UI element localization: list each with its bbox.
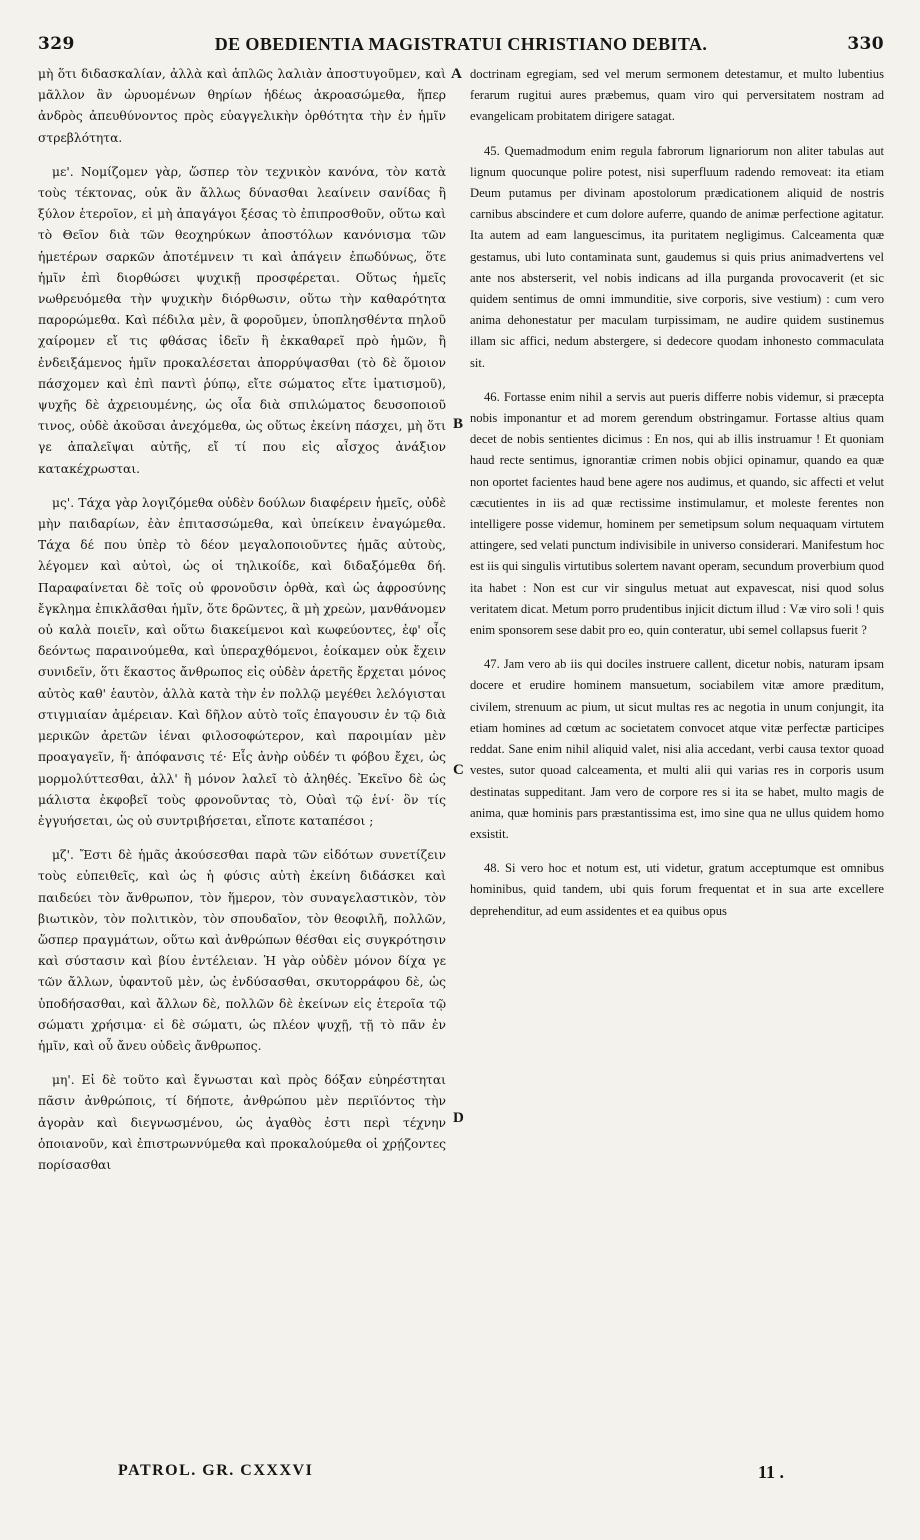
footer-sheet-number: 11 . <box>758 1462 785 1482</box>
greek-paragraph-46: μς'. Τάχα γὰρ λογιζόμεθα οὐδὲν δούλων διαφέρειν ἡμεῖς, οὐδὲ μὴν παιδαρίων, ἐὰν ἐπιτασσώμεθα, καὶ ὑπείκειν ἐναγώμεθα. Τάχα δέ που ὑπὲρ τὸ δέον μεγαλοποιοῦντες ἡμᾶς αὐτοὺς, λέγομεν καὶ αὐτοὶ, ὡς οἱ τηλικοίδε, καὶ διδαξόμεθα δή. Παραφαίνεται δὲ τοῖς οὐ φρονοῦσιν ὀρθὰ, καὶ ὡς ἀφροσύνης ἔγκλημα ἐπικλᾶσθαι ἡμῖν, ὅτε δρῶντες, ἃ μὴ χρεὼν, μανθάνομεν οὐ καλὰ ποιεῖν, καὶ οὕτω διακείμενοι καὶ κωφεύοντες, ἐφ' οἷς δεόντως παραινούμεθα, καὶ ὑπεραχθόμενοι, ἐοίκαμεν οὐκ ἔχειν συνιδεῖν, ὅτι ἕκαστος ἄνθρωπος εἰς οὐδὲν ἀρετῆς ἔρχεται μόνος αὐτὸς καθ' ἑαυτὸν, ἀλλὰ κατὰ τὴν ἐν πολλῷ μεγέθει λελόγισται στιγμιαίαν ἀμέρειαν. Καὶ δῆλον αὐτὸ τοῖς ἐπαγουσιν ἐν τῷ διὰ μερικῶν ἀρετῶν ἰέναι φιλοσοφώτερον, καὶ παροιμίαν μὲν προαγαγεῖν, ἥ· ἀπόφανσις τέ· Εἷς ἀνὴρ οὐδέν τι φόβου ἔχει, ὡς μορμολύττεσθαι, ἀλλ' ἢ μόνον λαλεῖ τὸ ἀληθές. Ἐκεῖνο δὲ ὡς μάλιστα ἐκφοβεῖ τοὺς φρονοῦντας τὸ, Οὐαὶ τῷ ἑνί· ὃν τίς ἐγγυήσεται, ὡς οὐ συντριβήσεται, εἴποτε καταπέσοι ; <box>38 495 446 828</box>
page-number-left: 329 <box>38 34 75 54</box>
margin-letter-a: A <box>451 66 462 82</box>
greek-paragraph-48: μη'. Εἰ δὲ τοῦτο καὶ ἔγνωσται καὶ πρὸς δόξαν εὐηρέστηται πᾶσιν ἀνθρώποις, τί δήποτε, ἀνθρώπου μὲν περιϊόντος τὴν ἀγορὰν καὶ διεγνωσμένου, ὡς ἀγαθὸς ἐστι περὶ τέχνην ὁποιανοῦν, καὶ ἐπιστρωννύμεθα καὶ προκαλούμεθα οἱ χρῄζοντες πορίσασθαι <box>38 1073 446 1172</box>
footer-signature: PATROL. GR. CXXXVI <box>118 1462 314 1479</box>
greek-paragraph-45: με'. Νομίζομεν γὰρ, ὥσπερ τὸν τεχνικὸν κανόνα, τὸν κατὰ τοὺς τέκτονας, οὐκ ἂν ἄλλως δύνασθαι λεαίνειν σανίδας ἢ ξύλον ἑτεροῖον, εἰ μὴ ἀπαγάγοι ξέσας τὸ ἐπιπροσθοῦν, οὕτω καὶ τὸ Θεῖον διὰ τῶν θεοχηρύκων ἀποστόλων κανόνισμα τῶν ἡμετέρων σαρκῶν ἀποτέμνειν τι καὶ ἀπάγειν ἐπωδύνως, ὅτε ἡμῖν ἐπὶ διορθώσει ψυχικῇ προσφέρεται. Οὕτως ἡμεῖς νωθρευόμεθα τὴν ψυχικὴν διόρθωσιν, οὕτω τὴν καθαρότητα παρορώμεθα. Καὶ πέδιλα μὲν, ἃ φοροῦμεν, ὑποπλησθέντα πηλοῦ χαίρομεν εἴ τις φθάσας ἰδεῖν ἢ ἐκκαθαρεῖ πρὸ ἡμῶν, ἢ ἐνδειξάμενος ἡμῖν προκαλέσεται ἀπορρύψασθαι (τὸ δὲ ὅμοιον πάσχομεν καὶ ἐπὶ παντὶ ῥύπῳ, εἴτε σώματος εἴτε ἱματισμοῦ), ψυχῆς δὲ ἀχρειουμένης, ὡς οἷα διὰ σπιλώματος δευσοποιοῦ τινος, οὐδὲ ἀκοῦσαι ἀνεχόμεθα, ὡς οὕτως ἐκείνη πάσχει, μὴ ὅτι γε ἀπαλεῖψαι αὐτῆς, εἴ τί που εἰς αἶσχος ἀνάξιον κατακέχρωσται. <box>38 164 446 476</box>
page-number-right: 330 <box>847 34 884 54</box>
page-header <box>38 34 884 56</box>
latin-paragraph-0: doctrinam egregiam, sed vel merum sermonem detestamur, et multo lubentius ferarum rugitui aures præbemus, quam viro qui perversitatem nostram ad evangelicam probitatem dirigere satagat. <box>470 67 884 124</box>
latin-paragraph-46: 46. Fortasse enim nihil a servis aut pueris differre nobis videmur, si præcepta nobis imponantur et ad morem gerendum obstringamur. Fortasse altius quam decet de nobis sentientes dicimus : En nos, qui ab illis instruamur ! Et quoniam haud recte sentimus, ignorantiæ crimen nobis objici opinamur, quando ea quæ non oportet facientes haud bene agere nos audimus, et quando, sic affecti et velut cæcutientes in iis ad quæ rectissime instimulamur, et moleste ferentes non intelligere posse videmur, hominem per semetipsum solum nequaquam virtutem attingere, sed velati punctum indivisibile in universo considerari. Manifestum hoc est iis qui singulis virtutibus solertem navant operam, secundum proverbium quod ita habet : Non est cur vir singulus metuat aut expavescat, nisi quod solus veritatem dicat. Metum porro prudentibus injicit dictum illud : Væ viro soli ! quis enim sponsorem sese dabit pro eo, quin conteratur, ubi semel collapsus fuerit ? <box>470 389 884 638</box>
margin-letter-d: D <box>453 1110 464 1126</box>
latin-paragraph-48: 48. Si vero hoc et notum est, uti videtur, gratum acceptumque est omnibus hominibus, quid tandem, ubi quis forum frequentat et in sua arte excellere deprehenditur, ad eum assidentes et ea quibus opus <box>470 861 884 918</box>
running-title: DE OBEDIENTIA MAGISTRATUI CHRISTIANO DEBITA. <box>214 34 708 54</box>
latin-paragraph-45: 45. Quemadmodum enim regula fabrorum lignariorum non aliter tabulas aut lignum quocunque polire potest, nisi superfluum radendo removeat: ita etiam Deum putamus per divinam apostolorum prædicationem aliquid de nostris carnibus abscindere et cum dolore auferre, quando de animæ perfectione agitatur. Ita autem ad eam languescimus, ita puritatem negligimus. Calceamenta quæ gestamus, ubi luto contaminata sunt, gaudemus si quis prius animadvertens vel ante nos absterserit, vel nobis indicans ad illa purganda provocaverit (et sic quidem sentimus de omni immunditie, sive corporis, sive vestium) : cum vero anima dehonestatur per maculam turpissimam, ne audire quidem sustinemus illam sic affici, nedum abstergere, si dedecore quodam inhonesto commaculata sit. <box>470 143 884 370</box>
latin-column <box>470 64 884 935</box>
greek-paragraph-47: μζ'. Ἔστι δὲ ἡμᾶς ἀκούσεσθαι παρὰ τῶν εἰδότων συνετίζειν τοὺς εὐπειθεῖς, καὶ ὡς ἡ φύσις αὐτὴ ἐκείνη διδάσκει καὶ παιδεύει τὸν ἄνθρωπον, τὸν ἥμερον, τὸν συναγελαστικὸν, τὸν βιωτικὸν, τὸν πολιτικὸν, τὸν σπουδαῖον, τὸν θεοφιλῆ, πολλῶν, ὥσπερ πραγμάτων, οὕτω καὶ ἀνθρώπων θέσθαι εἰς συγκρότησιν καὶ σύστασιν καὶ βίου ἐντέλειαν. Ἡ γὰρ οὐδὲν μόνον δίχα γε τῶν ἄλλων, ὑφαντοῦ μὲν, ὡς ἐνδύσασθαι, σκυτορράφου δὲ, ὡς ὑποδήσασθαι, καὶ ἄλλων δὲ, πολλῶν δὲ ἐκείνων εἰς ἑτεροῖα τῷ σώματι χρήσιμα· εἰ δὲ σώματι, ὡς πλέον ψυχῇ, τῇ τὸ πᾶν ἐν ἡμῖν, καὶ οὗ ἄνευ οὐδεὶς ἄνθρωπος. <box>38 848 446 1053</box>
margin-letter-b: B <box>453 416 464 432</box>
greek-paragraph-0: μὴ ὅτι διδασκαλίαν, ἀλλὰ καὶ ἁπλῶς λαλιὰν ἀποστυγοῦμεν, καὶ μᾶλλον ἂν ὠρυομένων θηρίων ἡδέως ἀκροασώμεθα, ἥπερ ἀνδρὸς ἀπευθύνοντος πρὸς εὐαγγελικὴν ὀρθότητα τὴν ἐν ἡμῖν στρεβλότητα. <box>38 67 446 145</box>
margin-letter-c: C <box>453 762 464 778</box>
latin-paragraph-47: 47. Jam vero ab iis qui dociles instruere callent, dicetur nobis, naturam ipsam docere et erudire hominem mansuetum, sociabilem vitæ amore præditum, civilem, strenuum ac pium, ut sicut multas res ac negotia in unum conjungit, ita etiam homines ad cœtum ac societatem convocet atque vitæ perfectæ participes reddat. Sane enim nihil aliquid valet, nisi alia accedant, verbi causa textor quoad vestes, sutor quoad calceamenta, et multi alii qui varias res in corporis usum destinatas suppeditant. Jam vero de corpore res si ita se habet, multo magis de anima, quæ hominis pars præstantissima est, imo sine qua ne ullus quidem homo exsistit. <box>470 657 884 841</box>
greek-column <box>38 64 446 1189</box>
